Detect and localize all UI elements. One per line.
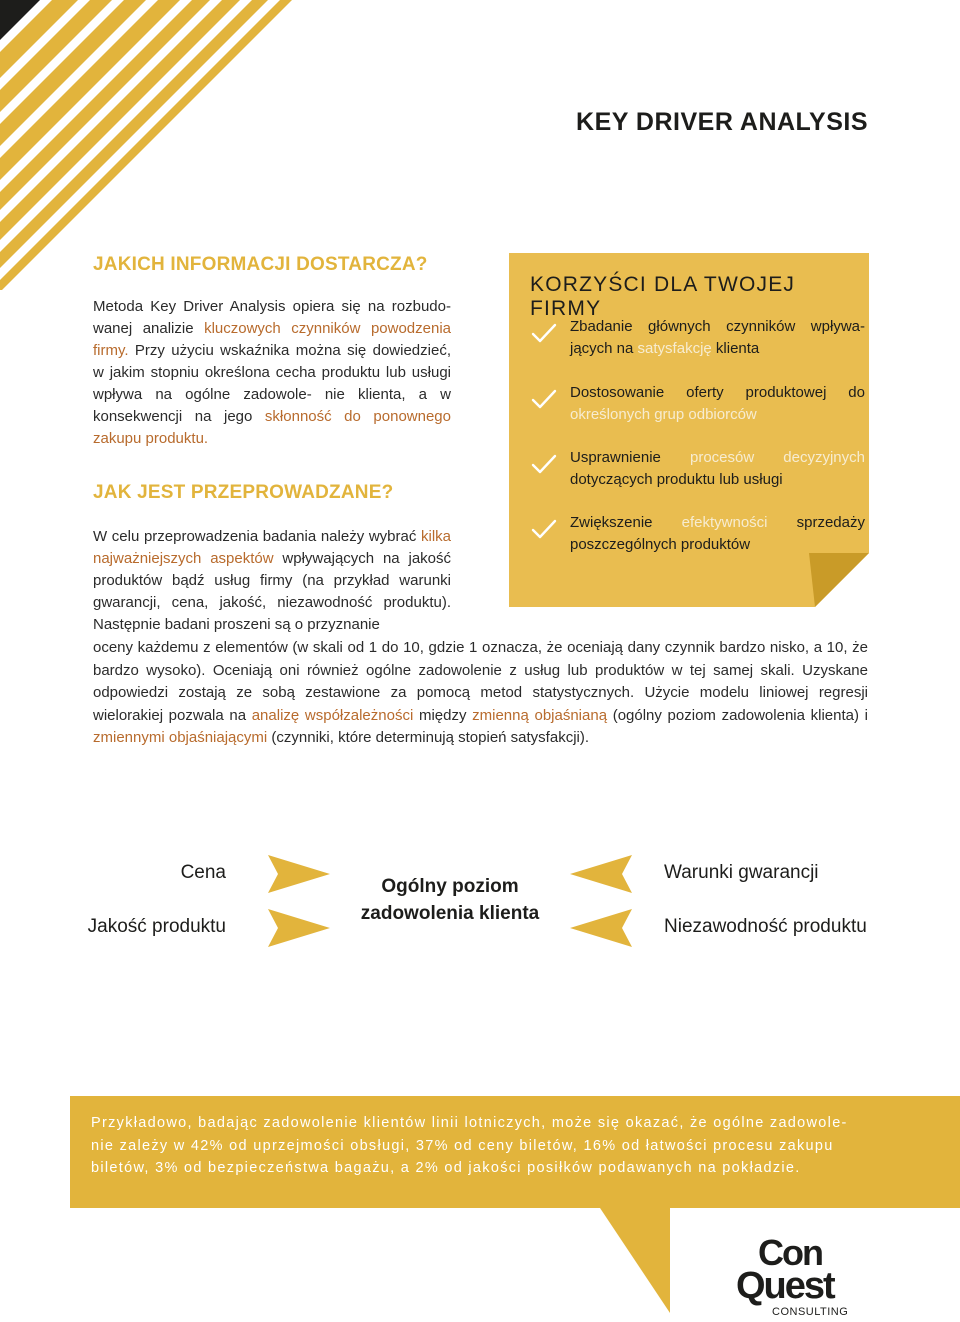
text-run: Usprawnienie bbox=[570, 449, 690, 466]
logo-text-consulting: CONSULTING bbox=[772, 1306, 849, 1317]
check-icon bbox=[531, 518, 557, 540]
benefit-text bbox=[570, 316, 865, 360]
example-banner bbox=[70, 1096, 960, 1208]
arrow-right-icon bbox=[268, 855, 330, 893]
banner-fold bbox=[600, 1208, 670, 1313]
highlight-text: zmienną objaśnianą bbox=[472, 706, 608, 724]
benefit-text bbox=[570, 512, 865, 556]
highlight-text: zmiennymi objaśniającymi bbox=[93, 729, 268, 746]
text-run: Zwiększenie bbox=[570, 514, 682, 531]
section-process-paragraph bbox=[93, 526, 451, 636]
text-run: sprzedaży poszczególnych produktów bbox=[570, 514, 865, 553]
conquest-logo bbox=[730, 1235, 890, 1317]
text-run: Metoda Key Driver Analysis opiera się na rozbudo- wanej analizie bbox=[93, 298, 451, 337]
logo-text-quest: Quest bbox=[736, 1265, 834, 1307]
factor-right-1: Warunki gwarancji bbox=[664, 862, 819, 883]
benefits-box bbox=[509, 253, 869, 607]
center-label-line: zadowolenia klienta bbox=[360, 903, 540, 924]
text-run: W celu przeprowadzenia badania należy wybrać bbox=[93, 528, 421, 545]
section-title-info: JAKICH INFORMACJI DOSTARCZA? bbox=[93, 254, 428, 275]
check-icon bbox=[531, 322, 557, 344]
highlight-text: efektywności bbox=[681, 514, 768, 531]
benefit-item bbox=[527, 316, 865, 362]
highlight-text: analizę współzależności bbox=[251, 706, 414, 724]
factor-left-2: Jakość produktu bbox=[87, 916, 226, 937]
text-run: (czynniki, które determinują stopień satysfakcji). bbox=[267, 729, 590, 746]
benefit-item bbox=[527, 447, 865, 493]
highlight-text: skłonność do ponownego zakupu produktu. bbox=[93, 408, 451, 447]
text-run: między bbox=[413, 706, 473, 724]
page-title: KEY DRIVER ANALYSIS bbox=[576, 108, 868, 136]
center-label-line: Ogólny poziom bbox=[381, 876, 519, 897]
text-run: (ogólny poziom zadowolenia klienta) i bbox=[607, 706, 868, 724]
arrow-left-icon bbox=[570, 909, 632, 947]
benefit-item bbox=[527, 382, 865, 428]
text-run: oceny każdemu z elementów (w skali od 1 do 10, gdzie 1 oznacza, że oceniają dany czynnik bardzo nisko, a 10, że bardzo wysoko). Oceniają oni również ogólne zadowolenie z usług lub produktów w tej samej skali. Uzyskane odpowiedzi zostają ze sobą zestawione za pomocą metod statystycznych. Użycie modelu liniowej regresji wielorakiej pozwala na bbox=[93, 639, 868, 724]
text-run: dotyczących produktu lub usługi bbox=[570, 471, 783, 488]
center-label bbox=[345, 873, 555, 927]
section-info-paragraph bbox=[93, 296, 451, 450]
text-run: Przy użyciu wskaźnika można się dowiedzieć, w jakim stopniu określona cecha produktu lub usługi wpływa na ogólne zadowole- nie klienta, a w konsekwencji na jego bbox=[93, 342, 451, 425]
highlight-text: satysfakcję bbox=[637, 340, 712, 357]
decorative-stripes bbox=[0, 0, 300, 290]
benefit-item bbox=[527, 512, 865, 558]
highlight-text: określonych grup odbiorców bbox=[570, 406, 757, 423]
highlight-text: procesów decyzyjnych bbox=[689, 449, 865, 466]
check-icon bbox=[531, 453, 557, 475]
highlight-text: kluczowych czynników powodzenia firmy. bbox=[93, 320, 451, 359]
example-text: Przykładowo, badając zadowolenie klientów linii lotniczych, może się okazać, że ogólne zadowole- nie zależy w 42% od uprzejmości obsługi, 37% od ceny biletów, 16% od łatwości procesu zakupu biletów, 3% od bezpieczeństwa bagażu, a 2% od jakości posiłków podawanych na pokładzie. bbox=[91, 1115, 848, 1176]
benefits-title: KORZYŚCI DLA TWOJEJ FIRMY bbox=[530, 273, 796, 320]
benefit-text bbox=[570, 447, 865, 491]
logo-mark bbox=[730, 1235, 890, 1317]
benefit-text bbox=[570, 382, 865, 426]
text-run: Zbadanie głównych czynników wpływa- jących na bbox=[570, 318, 865, 357]
arrow-right-icon bbox=[268, 909, 330, 947]
logo-text-con: Con bbox=[758, 1235, 822, 1273]
check-icon bbox=[531, 388, 557, 410]
text-run: wpływających na jakość produktów bądź usług firmy (na przykład warunki gwarancji, cena, jakość, niezawodność produktu). Następnie badani proszeni są o przyznanie bbox=[93, 550, 452, 633]
highlight-text: kilka najważniejszych aspektów bbox=[93, 528, 451, 567]
arrow-left-icon bbox=[570, 855, 632, 893]
text-run: Dostosowanie oferty produktowej do bbox=[570, 384, 865, 401]
factor-left-1: Cena bbox=[180, 862, 226, 883]
text-run: klienta bbox=[711, 340, 760, 357]
section-title-process: JAK JEST PRZEPROWADZANE? bbox=[93, 482, 394, 503]
factor-right-2: Niezawodność produktu bbox=[664, 916, 867, 937]
section-process-paragraph-continued bbox=[93, 637, 868, 750]
